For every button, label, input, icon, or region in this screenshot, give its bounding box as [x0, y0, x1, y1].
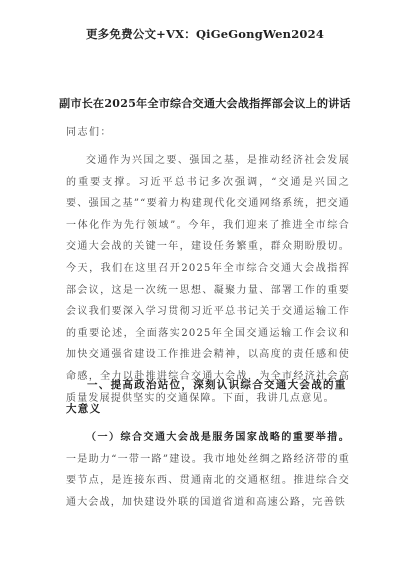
subsection-title: （一）综合交通大会战是服务国家战略的重要举措。 [86, 432, 350, 443]
greeting: 同志们： [66, 127, 112, 138]
speech-title: 副市长在2025年全市综合交通大会战指挥部会议上的讲话 [59, 97, 351, 110]
promo-header: 更多免费公文+VX：QiGeGongWen2024 [85, 27, 325, 41]
section-heading-1: 一、提高政治站位，深刻认识综合交通大会战的重大意义 [66, 379, 347, 415]
subsection-text: 一是助力“一带一路”建设。我市地处丝绸之路经济带的重要节点，是连接东西、贯通南北的交通枢纽。推进综合交通大会战，加快建设外联的国道省道和高速公路，完善铁 [66, 453, 350, 508]
paragraph-subsection-1 [66, 427, 350, 513]
paragraph-intro: 交通作为兴国之要、强国之基，是推动经济社会发展的重要支撑。习近平总书记多次强调，“交通是兴国之要、强国之基”“要着力构建现代化交通网络系统，把交通一体化作为先行领域”。今年，我们迎来了推进全市综合交通大会战的关键一年，建设任务繁重，群众期盼殷切。今天，我们在这里召开2025年全市综合交通大会战指挥部会议，这是一次统一思想、凝聚力量、部署工作的重要会议我们要深入学习贯彻习近平总书记关于交通运输工作的重要论述，全面落实2025年全国交通运输工作会议和加快交通强省建设工作推进会精神，以高度的责任感和使命感，全力以赴推进综合交通大会战，为全市经济社会高质量发展提供坚实的交通保障。下面，我讲几点意见。 [66, 155, 350, 404]
